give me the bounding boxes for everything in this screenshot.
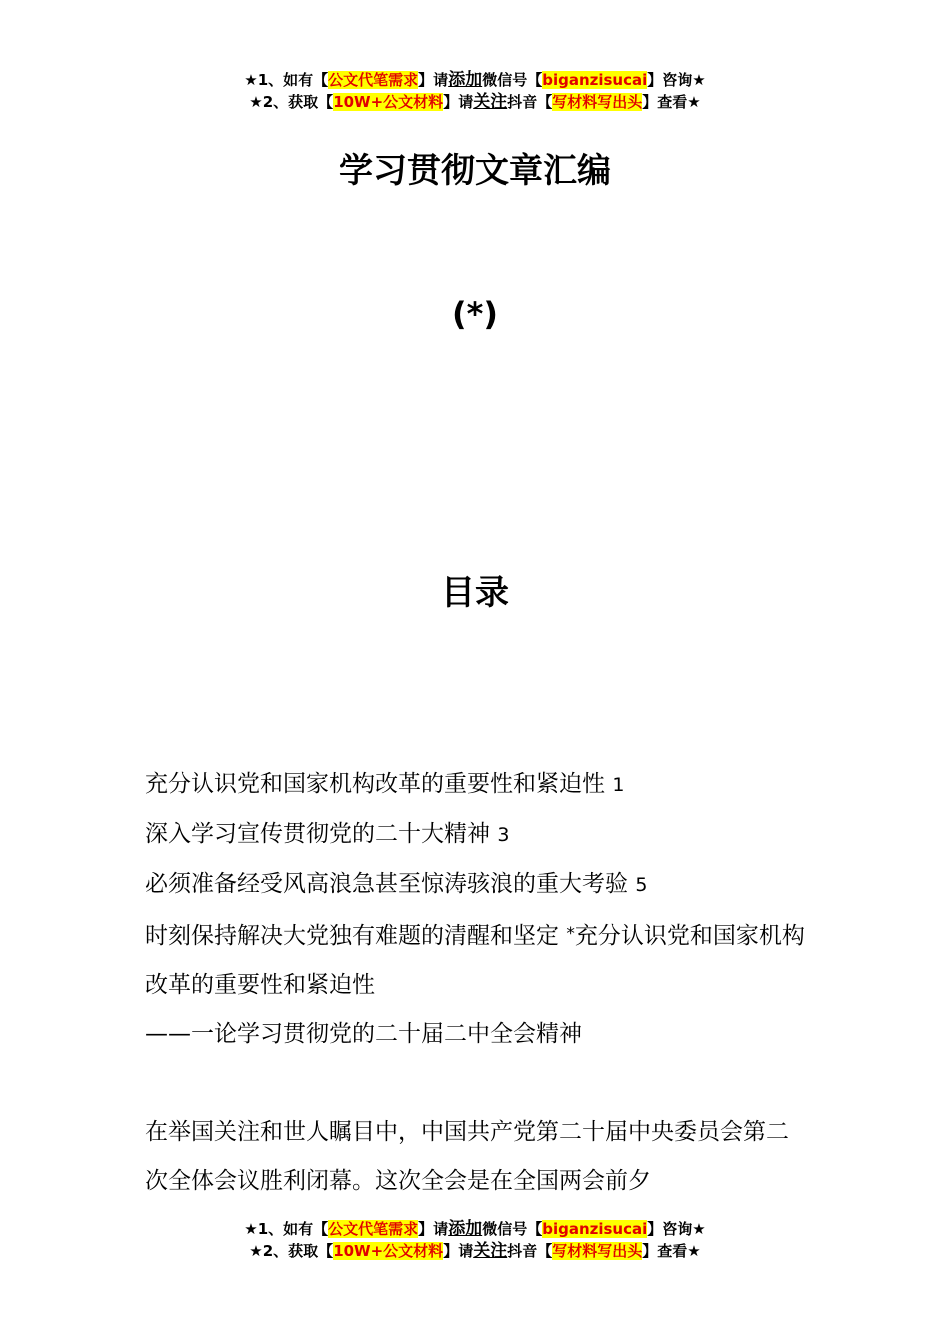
header-banner xyxy=(0,69,950,113)
toc-page-number: 5 xyxy=(635,874,648,896)
article-title: 充分认识党和国家机构改革的重要性和紧迫性 xyxy=(145,923,805,998)
highlight-writing-service: 公文代笔需求 xyxy=(328,71,419,89)
document-subtitle: (*) xyxy=(452,295,498,333)
asterisk-mark: * xyxy=(566,924,575,944)
toc-entry[interactable]: 充分认识党和国家机构改革的重要性和紧迫性 1 xyxy=(145,771,625,797)
banner-line-1: ★1、如有【公文代笔需求】请添加微信号【biganzisucai】咨询★ xyxy=(244,70,706,90)
banner-line-1: ★1、如有【公文代笔需求】请添加微信号【biganzisucai】咨询★ xyxy=(244,1219,706,1239)
highlight-materials: 10W+公文材料 xyxy=(333,93,444,111)
toc-entry[interactable]: 必须准备经受风高浪急甚至惊涛骇浪的重大考验 5 xyxy=(145,871,648,897)
toc-entry-last[interactable]: 时刻保持解决大党独有难题的清醒和坚定 *充分认识党和国家机构改革的重要性和紧迫性 xyxy=(145,923,805,998)
body-paragraph: 在举国关注和世人瞩目中，中国共产党第二十届中央委员会第二次全体会议胜利闭幕。这次全会是在全国两会前夕 xyxy=(145,1119,789,1194)
toc-page-number: 3 xyxy=(497,824,510,846)
table-of-contents xyxy=(145,760,810,1059)
highlight-douyin-account: 写材料写出头 xyxy=(552,93,643,111)
toc-heading: 目录 xyxy=(441,573,509,613)
highlight-wechat-id: biganzisucai xyxy=(542,1220,648,1238)
toc-entry[interactable]: 深入学习宣传贯彻党的二十大精神 3 xyxy=(145,821,510,847)
highlight-wechat-id: biganzisucai xyxy=(542,71,648,89)
highlight-writing-service: 公文代笔需求 xyxy=(328,1220,419,1238)
toc-page-number: 1 xyxy=(612,774,625,796)
banner-line-2: ★2、获取【10W+公文材料】请关注抖音【写材料写出头】查看★ xyxy=(249,92,701,112)
article-subtitle: ——一论学习贯彻党的二十届二中全会精神 xyxy=(145,1021,582,1047)
banner-line-2: ★2、获取【10W+公文材料】请关注抖音【写材料写出头】查看★ xyxy=(249,1241,701,1261)
highlight-materials: 10W+公文材料 xyxy=(333,1242,444,1260)
document-title: 学习贯彻文章汇编 xyxy=(339,151,611,191)
footer-banner xyxy=(0,1218,950,1262)
highlight-douyin-account: 写材料写出头 xyxy=(552,1242,643,1260)
